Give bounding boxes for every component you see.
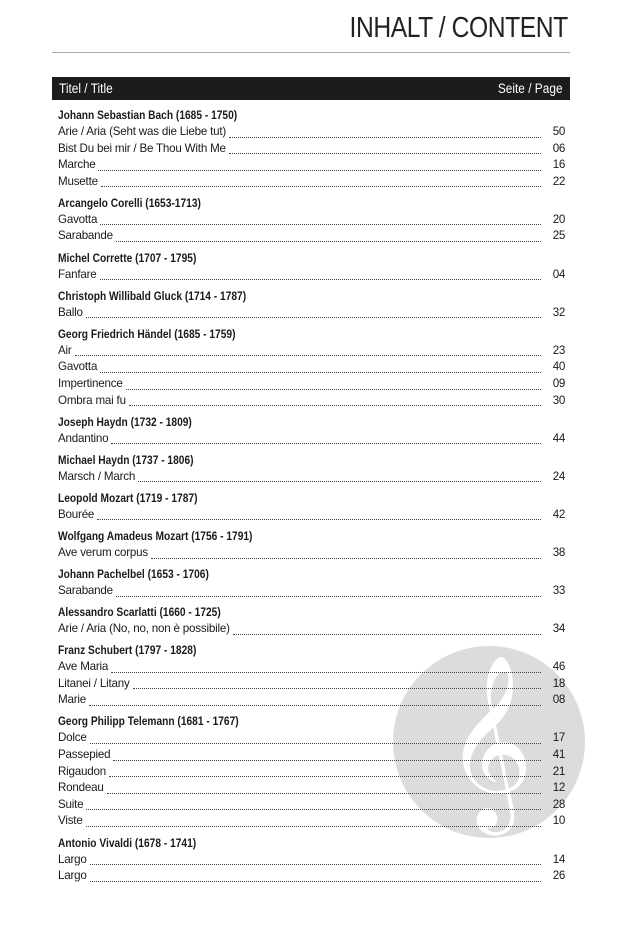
entry-page: 34 (552, 622, 565, 636)
toc-entry[interactable] (58, 507, 565, 524)
entry-page: 22 (552, 174, 565, 188)
entry-title: Sarabande (58, 584, 113, 597)
entry-title: Marie (58, 693, 86, 707)
toc-entry[interactable] (58, 174, 565, 191)
entry-title: Bist Du bei mir / Be Thou With Me (58, 141, 226, 155)
entry-title: Largo (58, 869, 87, 883)
composer-heading: Franz Schubert (1797 - 1828) (58, 644, 197, 658)
composer-heading: Arcangelo Corelli (1653-1713) (58, 196, 201, 210)
composer-group (58, 326, 565, 409)
composer-heading: Wolfgang Amadeus Mozart (1756 - 1791) (58, 529, 253, 543)
dot-leader (86, 826, 541, 827)
entry-title: Viste (58, 814, 83, 828)
entry-title: Ave Maria (58, 660, 109, 674)
composer-group (58, 528, 565, 562)
page-column-header: Seite / Page (498, 81, 563, 96)
composer-group (58, 713, 565, 830)
entry-title: Ballo (58, 305, 83, 319)
entry-page: 30 (552, 393, 565, 407)
toc-entry[interactable] (58, 376, 565, 393)
toc-entry[interactable] (58, 157, 565, 174)
entry-page: 08 (552, 693, 565, 707)
composer-group (58, 452, 565, 486)
entry-page: 46 (552, 660, 565, 674)
treble-clef-watermark-icon: 𝄞 (393, 646, 585, 838)
entry-title: Rondeau (58, 781, 104, 795)
entry-title: Passepied (58, 748, 111, 762)
composer-heading: Christoph Willibald Gluck (1714 - 1787) (58, 289, 247, 303)
dot-leader (107, 793, 541, 794)
toc-entry[interactable] (58, 852, 565, 869)
dot-leader (100, 224, 541, 225)
title-divider (52, 52, 570, 53)
entry-title: Ombra mai fu (58, 393, 126, 407)
composer-heading: Leopold Mozart (1719 - 1787) (58, 491, 198, 505)
entry-page: 25 (552, 229, 565, 243)
entry-page: 09 (552, 376, 565, 390)
toc-entry[interactable] (58, 780, 565, 797)
entry-title: Andantino (58, 431, 109, 445)
dot-leader (90, 743, 541, 744)
dot-leader (233, 634, 541, 635)
dot-leader (101, 186, 541, 187)
entry-page: 16 (552, 158, 565, 172)
toc-entry[interactable] (58, 343, 565, 360)
dot-leader (151, 558, 541, 559)
toc-entry[interactable] (58, 141, 565, 158)
entry-page: 38 (552, 545, 565, 559)
table-of-contents (58, 107, 565, 889)
page-title: INHALT / CONTENT (349, 12, 568, 44)
toc-entry[interactable] (58, 545, 565, 562)
table-header (52, 77, 570, 100)
dot-leader (98, 170, 541, 171)
dot-leader (100, 279, 541, 280)
entry-page: 28 (552, 797, 565, 811)
toc-entry[interactable] (58, 583, 565, 600)
entry-page: 50 (552, 125, 565, 138)
toc-entry[interactable] (58, 267, 565, 284)
entry-title: Arie / Aria (Seht was die Liebe tut) (58, 125, 227, 138)
dot-leader (116, 596, 541, 597)
toc-entry[interactable] (58, 764, 565, 781)
composer-group (58, 835, 565, 885)
toc-entry[interactable] (58, 305, 565, 322)
dot-leader (113, 760, 541, 761)
entry-page: 14 (552, 852, 565, 866)
composer-heading: Johann Pachelbel (1653 - 1706) (58, 568, 209, 581)
entry-page: 21 (552, 764, 565, 778)
entry-title: Largo (58, 852, 87, 866)
entry-title: Marsch / March (58, 469, 136, 483)
entry-title: Dolce (58, 731, 87, 745)
composer-group (58, 642, 565, 709)
toc-entry[interactable] (58, 659, 565, 676)
composer-group (58, 566, 565, 600)
entry-title: Litanei / Litany (58, 676, 130, 690)
dot-leader (111, 672, 541, 673)
toc-entry[interactable] (58, 359, 565, 376)
composer-heading: Alessandro Scarlatti (1660 - 1725) (58, 606, 221, 620)
toc-entry[interactable] (58, 868, 565, 885)
composer-group (58, 107, 565, 190)
entry-title: Impertinence (58, 376, 123, 390)
entry-page: 33 (552, 584, 565, 597)
toc-entry[interactable] (58, 747, 565, 764)
dot-leader (116, 241, 541, 242)
entry-page: 10 (552, 814, 565, 828)
dot-leader (129, 405, 541, 406)
entry-page: 32 (552, 305, 565, 319)
dot-leader (90, 864, 541, 865)
dot-leader (97, 519, 541, 520)
toc-entry[interactable] (58, 431, 565, 448)
composer-heading: Georg Friedrich Händel (1685 - 1759) (58, 327, 236, 341)
entry-page: 06 (552, 141, 565, 155)
toc-entry[interactable] (58, 469, 565, 486)
composer-heading: Antonio Vivaldi (1678 - 1741) (58, 836, 197, 850)
entry-page: 24 (552, 469, 565, 483)
dot-leader (109, 776, 541, 777)
toc-entry[interactable] (58, 692, 565, 709)
entry-page: 44 (552, 431, 565, 445)
entry-title: Suite (58, 797, 84, 811)
dot-leader (111, 443, 541, 444)
dot-leader (133, 688, 541, 689)
composer-heading: Georg Philipp Telemann (1681 - 1767) (58, 715, 239, 729)
dot-leader (75, 355, 541, 356)
entry-page: 20 (552, 212, 565, 226)
entry-title: Musette (58, 174, 98, 188)
entry-page: 42 (552, 507, 565, 521)
composer-group (58, 250, 565, 284)
entry-title: Marche (58, 158, 96, 172)
entry-title: Ave verum corpus (58, 545, 149, 559)
entry-title: Arie / Aria (No, no, non è possibile) (58, 622, 230, 636)
composer-group (58, 604, 565, 638)
dot-leader (86, 809, 541, 810)
entry-title: Sarabande (58, 229, 113, 243)
dot-leader (86, 317, 541, 318)
entry-title: Gavotta (58, 360, 98, 374)
entry-page: 41 (552, 748, 565, 762)
composer-group (58, 414, 565, 448)
composer-heading: Michel Corrette (1707 - 1795) (58, 251, 197, 265)
entry-title: Fanfare (58, 267, 97, 281)
dot-leader (89, 705, 541, 706)
composer-heading: Joseph Haydn (1732 - 1809) (58, 415, 192, 429)
composer-group (58, 490, 565, 524)
dot-leader (229, 153, 541, 154)
composer-group (58, 195, 565, 245)
composer-group (58, 288, 565, 322)
composer-heading: Johann Sebastian Bach (1685 - 1750) (58, 109, 238, 122)
entry-page: 18 (552, 676, 565, 690)
toc-entry[interactable] (58, 797, 565, 814)
composer-heading: Michael Haydn (1737 - 1806) (58, 453, 194, 467)
toc-entry[interactable] (58, 393, 565, 410)
toc-entry[interactable] (58, 621, 565, 638)
dot-leader (138, 481, 541, 482)
dot-leader (126, 389, 541, 390)
entry-page: 40 (552, 360, 565, 374)
dot-leader (100, 372, 541, 373)
entry-page: 04 (552, 267, 565, 281)
toc-entry[interactable] (58, 730, 565, 747)
dot-leader (229, 137, 541, 138)
dot-leader (90, 881, 541, 882)
toc-entry[interactable] (58, 228, 565, 245)
entry-page: 17 (552, 731, 565, 745)
entry-page: 12 (552, 781, 565, 795)
entry-page: 23 (552, 343, 565, 357)
entry-page: 26 (552, 869, 565, 883)
title-column-header: Titel / Title (59, 81, 113, 96)
entry-title: Rigaudon (58, 764, 107, 778)
toc-entry[interactable] (58, 212, 565, 229)
entry-title: Bourée (58, 507, 95, 521)
toc-entry[interactable] (58, 676, 565, 693)
toc-entry[interactable] (58, 813, 565, 830)
entry-title: Air (58, 343, 72, 357)
toc-entry[interactable] (58, 124, 565, 141)
entry-title: Gavotta (58, 212, 98, 226)
